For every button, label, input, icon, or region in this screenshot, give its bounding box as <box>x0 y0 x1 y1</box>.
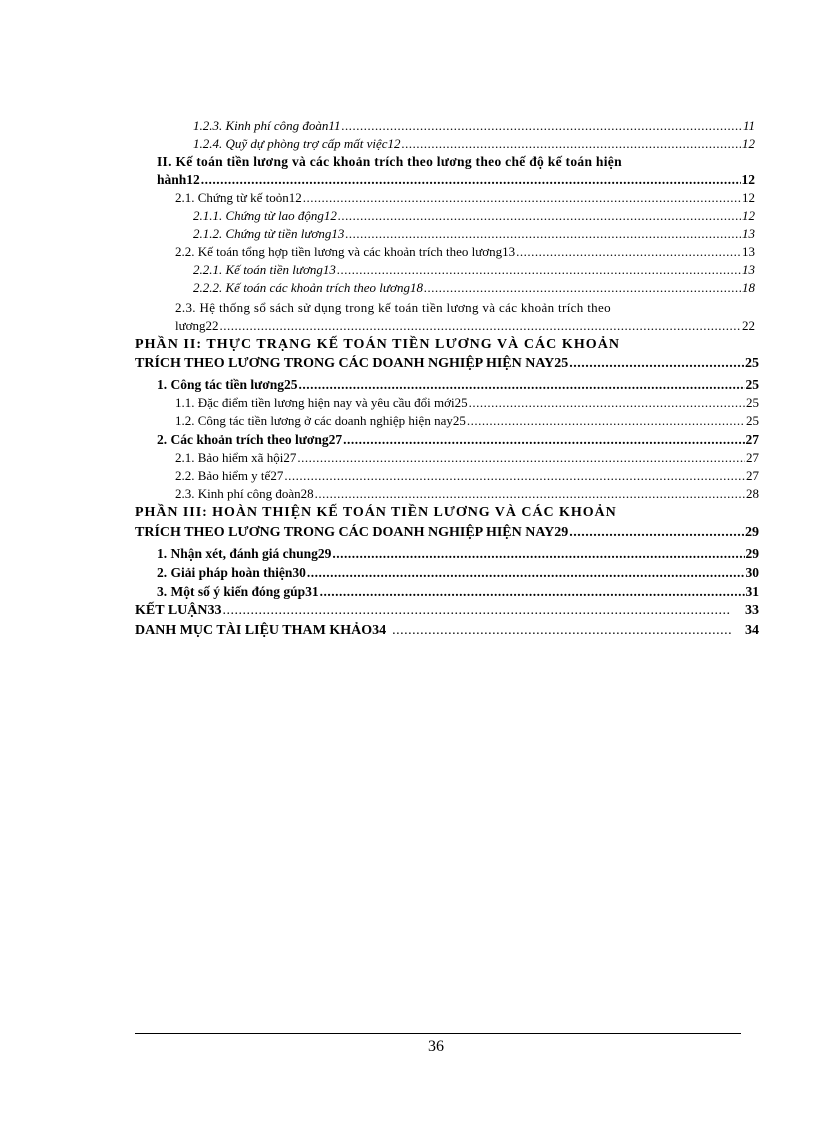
toc-entry-page: 18 <box>742 280 755 295</box>
leader-dots <box>315 485 745 502</box>
toc-entry-page: 13 <box>742 262 755 277</box>
toc-entry-title: 2. Các khoản trích theo lương27 <box>157 432 343 447</box>
toc-entry-page: 13 <box>742 244 755 259</box>
leader-dots <box>469 394 745 411</box>
toc-entry[interactable] <box>193 117 755 134</box>
toc-entry-page: 12 <box>742 190 755 205</box>
toc-entry[interactable] <box>175 189 755 206</box>
toc-entry-title: 2.1. Bảo hiểm xã hội27 <box>175 450 297 465</box>
toc-entry-page: 12 <box>742 136 755 151</box>
toc-entry[interactable] <box>175 317 755 334</box>
toc-entry[interactable] <box>193 207 755 224</box>
leader-dots <box>220 317 741 334</box>
toc-entry-title: 2.2. Bảo hiểm y tế27 <box>175 468 284 483</box>
toc-entry-page: 27 <box>746 468 759 483</box>
toc-entry-page: 28 <box>746 486 759 501</box>
toc-entry-title: DANH MỤC TÀI LIỆU THAM KHẢO34 <box>135 623 387 638</box>
toc-entry-page: 25 <box>746 413 759 428</box>
leader-dots <box>298 376 744 393</box>
toc-entry[interactable] <box>157 376 759 393</box>
toc-entry[interactable] <box>193 279 755 296</box>
toc-entry[interactable] <box>135 602 759 619</box>
toc-entry-page: 27 <box>745 432 759 447</box>
leader-dots <box>332 545 744 562</box>
leader-dots <box>320 583 745 600</box>
toc-part-line1[interactable] <box>135 504 737 521</box>
leader-dots <box>392 622 731 639</box>
leader-dots <box>343 431 744 448</box>
leader-dots <box>341 117 742 134</box>
toc-part[interactable] <box>135 355 759 372</box>
toc-entry[interactable] <box>175 485 759 502</box>
footer-rule <box>135 1033 741 1034</box>
toc-entry[interactable] <box>157 564 759 581</box>
toc-entry-page: 31 <box>745 584 759 599</box>
leader-dots <box>467 412 745 429</box>
toc-entry-title: 2.1. Chứng từ kế toỏn12 <box>175 190 302 205</box>
toc-entry-title: PHẦN III: HOÀN THIỆN KẾ TOÁN TIỀN LƯƠNG VÀ CÁC KHOẢN <box>135 505 617 520</box>
toc-entry-title: II. Kế toán tiền lương và các khoản trích theo lương theo chế độ kế toán hiện <box>157 154 622 169</box>
toc-entry-title: 1.1. Đặc điểm tiền lương hiện nay và yêu cầu đổi mới25 <box>175 395 468 410</box>
toc-entry-line1[interactable] <box>157 153 737 170</box>
toc-entry-title: 3. Một số ý kiến đóng gúp31 <box>157 584 319 599</box>
toc-entry-title: 2.3. Hệ thống sổ sách sử dụng trong kế toán tiền lương và các khoản trích theo <box>175 300 612 315</box>
toc-entry-page: 25 <box>745 377 759 392</box>
toc-entry[interactable] <box>175 394 759 411</box>
leader-dots <box>569 524 744 541</box>
toc-entry[interactable] <box>157 431 759 448</box>
leader-dots <box>222 602 731 619</box>
toc-entry-page: 27 <box>746 450 759 465</box>
toc-entry[interactable] <box>135 622 759 639</box>
toc-entry-title: 2. Giải pháp hoàn thiện30 <box>157 565 306 580</box>
toc-entry-title: 1.2.3. Kinh phí công đoàn11 <box>193 118 341 133</box>
toc-entry[interactable] <box>175 412 759 429</box>
toc-part-line1[interactable] <box>135 336 737 353</box>
toc-entry-title: 1.2. Công tác tiền lương ở các doanh nghiệp hiện nay25 <box>175 413 466 428</box>
toc-entry[interactable] <box>175 467 759 484</box>
toc-entry[interactable] <box>175 449 759 466</box>
toc-entry-page: 33 <box>745 603 759 618</box>
toc-entry-page: 25 <box>746 395 759 410</box>
toc-entry-page: 29 <box>745 525 759 540</box>
toc-entry-title: 2.1.1. Chứng từ lao động12 <box>193 208 337 223</box>
toc-part[interactable] <box>135 524 759 541</box>
toc-entry[interactable] <box>193 261 755 278</box>
toc-entry-page: 34 <box>745 623 759 638</box>
toc-entry-title: hành12 <box>157 172 200 187</box>
toc-entry[interactable] <box>193 135 755 152</box>
toc-entry-title: KẾT LUẬN33 <box>135 603 222 618</box>
leader-dots <box>516 243 741 260</box>
page-number: 36 <box>428 1038 444 1055</box>
toc-entry-page: 30 <box>745 565 759 580</box>
toc-entry[interactable] <box>157 171 755 188</box>
leader-dots <box>201 171 741 188</box>
toc-entry-page: 12 <box>741 172 755 187</box>
toc-entry-title: 1. Nhận xét, đánh giá chung29 <box>157 546 332 561</box>
leader-dots <box>402 135 741 152</box>
toc-entry-title: 1. Công tác tiền lương25 <box>157 377 298 392</box>
leader-dots <box>307 564 745 581</box>
toc-entry-title: 2.2. Kế toán tổng hợp tiền lương và các khoản trích theo lương13 <box>175 244 516 259</box>
toc-entry[interactable] <box>175 243 755 260</box>
leader-dots <box>297 449 745 466</box>
toc-entry-page: 22 <box>742 318 755 333</box>
leader-dots <box>337 261 741 278</box>
toc-entry-title: lương22 <box>175 318 219 333</box>
toc-entry-title: PHẦN II: THỰC TRẠNG KẾ TOÁN TIỀN LƯƠNG VÀ CÁC KHOẢN <box>135 337 621 352</box>
leader-dots <box>569 355 744 372</box>
toc-entry[interactable] <box>157 583 759 600</box>
toc-entry-page: 29 <box>745 546 759 561</box>
toc-entry-title: 2.1.2. Chứng từ tiền lương13 <box>193 226 345 241</box>
toc-entry-title: 2.3. Kinh phí công đoàn28 <box>175 486 314 501</box>
toc-entry-title: TRÍCH THEO LƯƠNG TRONG CÁC DOANH NGHIỆP HIỆN NAY25 <box>135 356 569 371</box>
toc-entry-page: 25 <box>745 356 759 371</box>
leader-dots <box>345 225 741 242</box>
toc-entry-page: 11 <box>742 118 755 133</box>
toc-entry-title: 2.2.1. Kế toán tiền lương13 <box>193 262 336 277</box>
toc-entry-title: 1.2.4. Quỹ dự phòng trợ cấp mất việc12 <box>193 136 401 151</box>
leader-dots <box>424 279 741 296</box>
leader-dots <box>284 467 745 484</box>
toc-entry-page: 13 <box>742 226 755 241</box>
toc-entry-title: TRÍCH THEO LƯƠNG TRONG CÁC DOANH NGHIỆP HIỆN NAY29 <box>135 525 569 540</box>
leader-dots <box>303 189 741 206</box>
toc-entry-line1[interactable] <box>175 299 737 316</box>
toc-entry-title: 2.2.2. Kế toán các khoản trích theo lương18 <box>193 280 423 295</box>
toc-entry[interactable] <box>157 545 759 562</box>
toc-entry[interactable] <box>193 225 755 242</box>
leader-dots <box>338 207 741 224</box>
toc-entry-page: 12 <box>742 208 755 223</box>
